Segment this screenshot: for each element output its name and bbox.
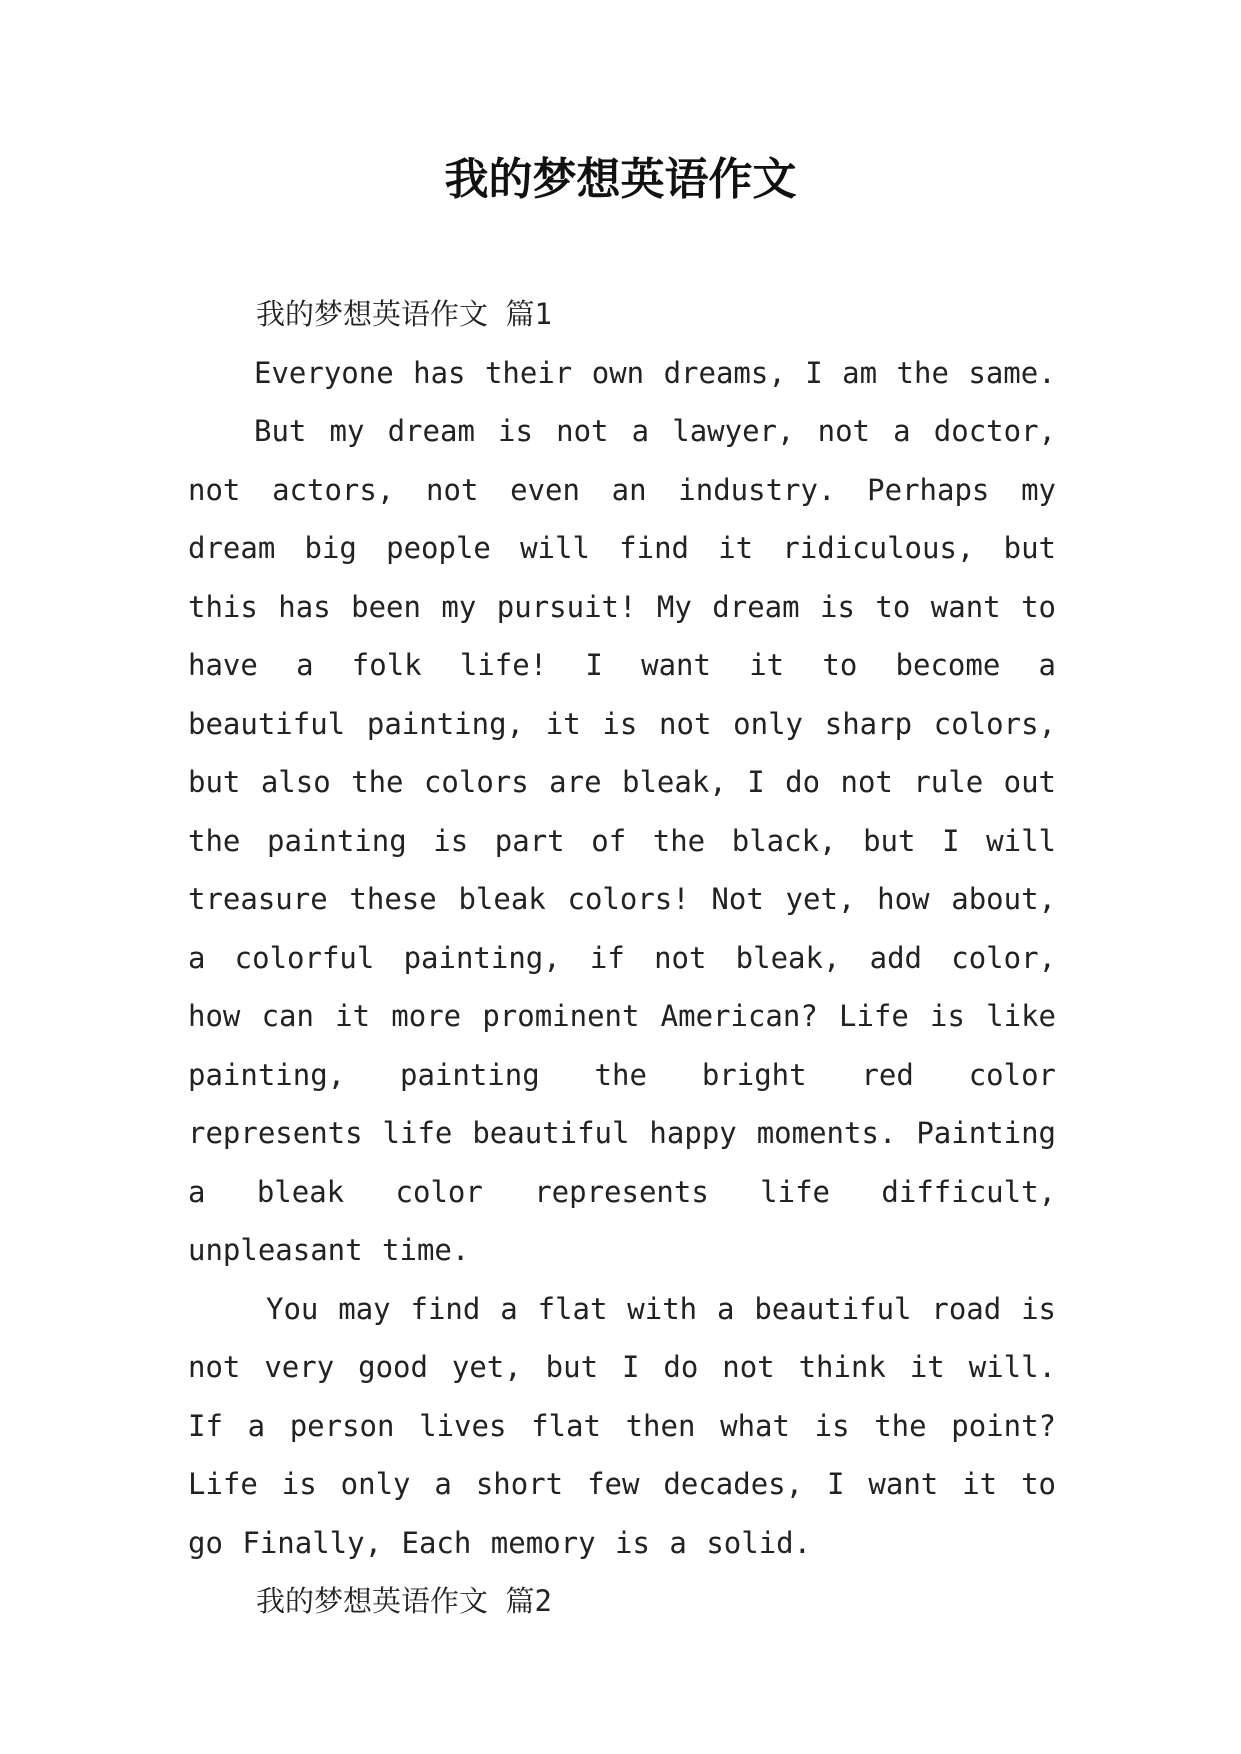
document-body bbox=[188, 285, 1056, 1631]
paragraph-2: But my dream is not a lawyer, not a doctor, not actors, not even an industry. Perhaps my dream big people will find it ridiculous, but this has been my pursuit! My dream is to want to have a folk life! I want it to become a beautiful painting, it is not only sharp colors, but also the colors are bleak, I do not rule out the painting is part of the black, but I will treasure these bleak colors! Not yet, how about, a colorful painting, if not bleak, add color, how can it more prominent American? Life is like painting, painting the bright red color represents life beautiful happy moments. Painting a bleak color represents life difficult, unpleasant time. bbox=[188, 414, 1056, 1267]
document-title: 我的梦想英语作文 bbox=[444, 154, 797, 205]
paragraph-3: You may find a flat with a beautiful road is not very good yet, but I do not think it will. If a person lives flat then what is the point? Life is only a short few decades, I want it to go Finally, Each memory is a solid. bbox=[188, 1291, 1056, 1560]
paragraph-1: Everyone has their own dreams, I am the same. bbox=[254, 355, 1056, 390]
section-heading-2: 我的梦想英语作文 篇2 bbox=[256, 1584, 552, 1618]
section-heading-1: 我的梦想英语作文 篇1 bbox=[256, 297, 552, 331]
